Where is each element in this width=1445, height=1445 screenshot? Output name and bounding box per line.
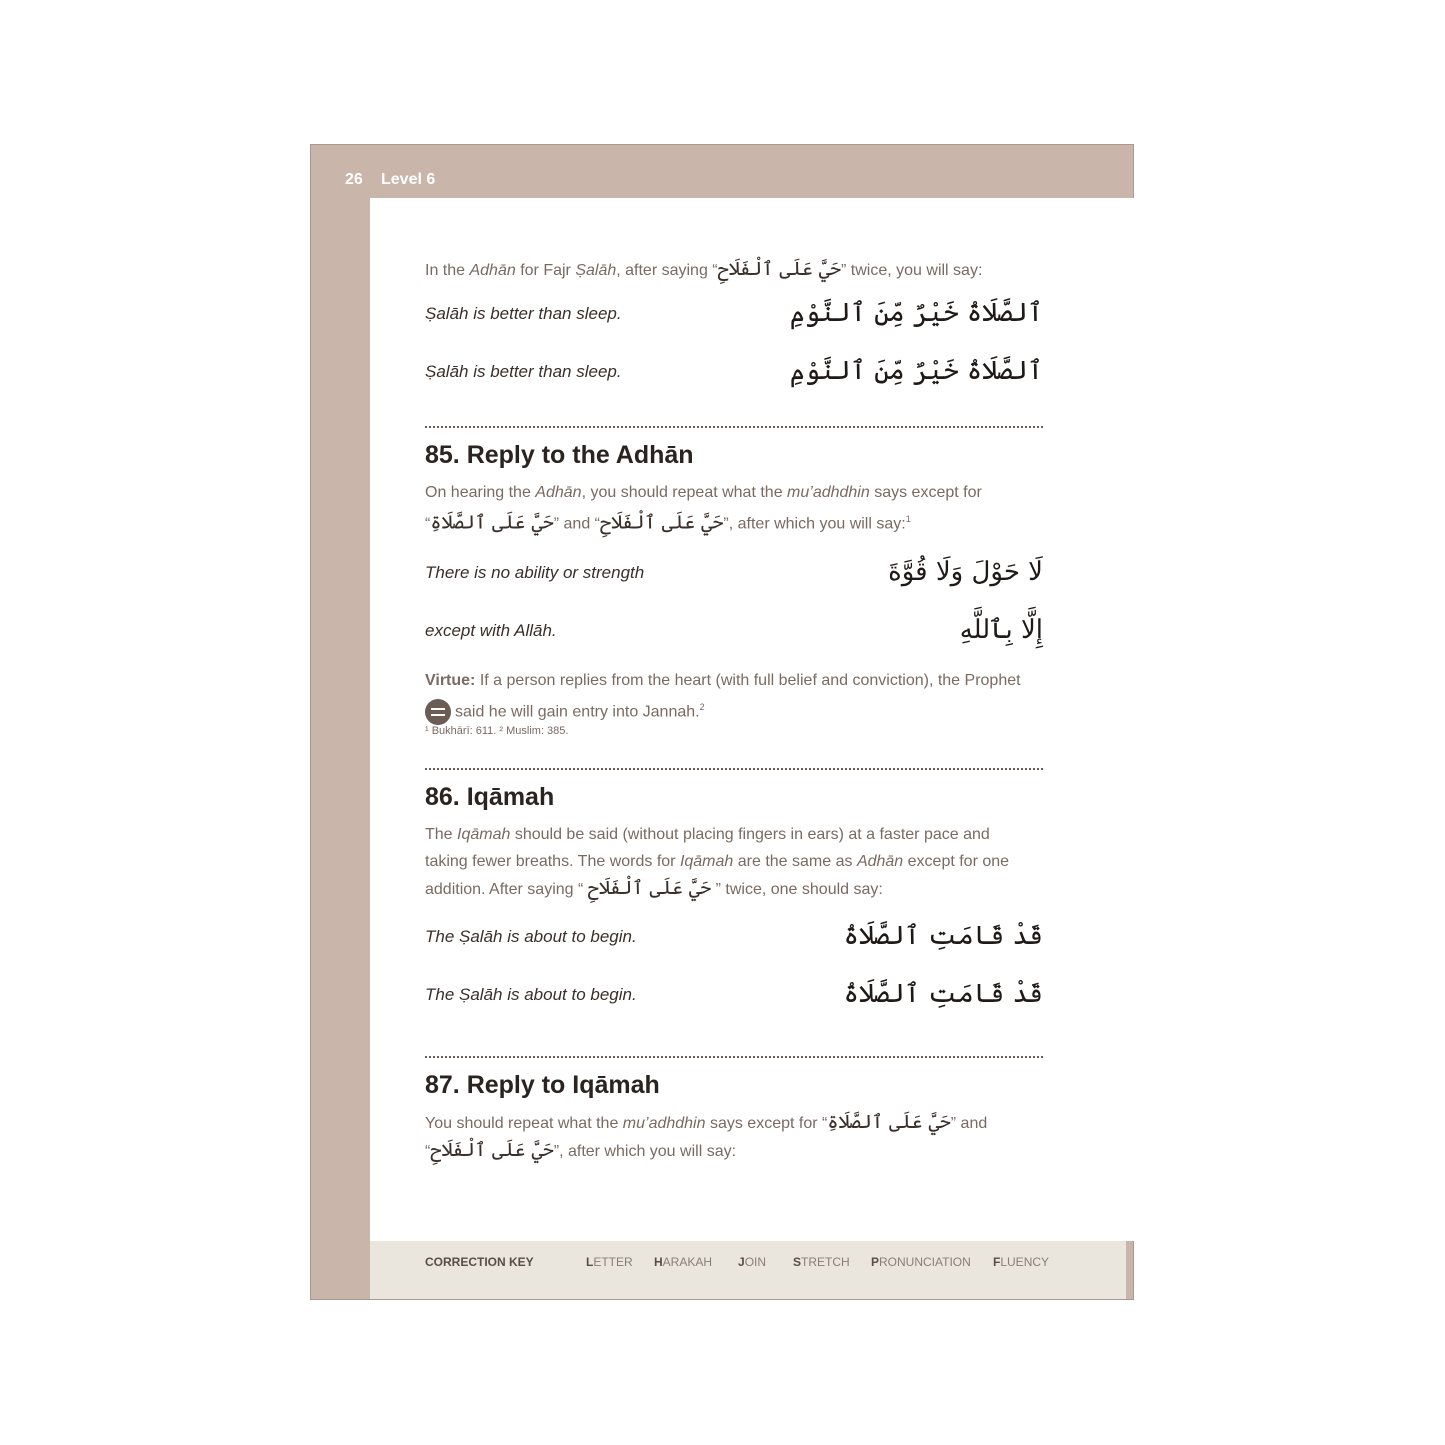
intro-paragraph: In the Adhān for Fajr Ṣalāh, after saying “حَيَّ عَلَى ٱلْفَلَاحِ” twice, you will say: — [425, 258, 983, 280]
arabic-text: قَدْ قَامَتِ ٱلصَّلَاةُ — [843, 921, 1043, 951]
dotted-divider — [425, 426, 1043, 428]
key-harakah: HARAKAH — [654, 1255, 713, 1269]
section-text: On hearing the Adhān, you should repeat what the mu’adhdhin says except for “حَيَّ عَلَى ٱلصَّلَاةِ” and “حَيَّ عَلَى ٱلْفَلَاحِ”, after which you will say:$^1$ — [425, 484, 982, 534]
salawat-icon — [425, 699, 451, 725]
section-title: 87. Reply to Iqāmah — [425, 1071, 660, 1099]
dua-row — [425, 298, 1043, 338]
translation: Ṣalāh is better than sleep. — [425, 362, 622, 381]
page-number: 26 — [345, 171, 363, 188]
book-page — [310, 144, 1134, 1300]
dua-row — [425, 356, 1043, 396]
translation: There is no ability or strength — [425, 563, 645, 582]
dua-row — [425, 921, 1043, 961]
key-stretch: STRETCH — [793, 1255, 850, 1269]
translation: except with Allāh. — [425, 621, 557, 640]
dua-row — [425, 615, 1043, 655]
footnote: ¹ Bukhārī: 611. ² Muslim: 385. — [425, 725, 569, 737]
arabic-text: ٱلصَّلَاةُ خَيْرٌ مِّنَ ٱلنَّوْمِ — [789, 298, 1043, 328]
arabic-text: لَا حَوْلَ وَلَا قُوَّةَ — [888, 557, 1043, 587]
section-text: You should repeat what the mu’adhdhin says except for “حَيَّ عَلَى ٱلصَّلَاةِ” and “حَيَّ عَلَى ٱلْفَلَاحِ”, after which you will say: — [425, 1111, 988, 1161]
virtue-text: Virtue: If a person replies from the heart (with full belief and conviction), the Prophet said he will gain entry into Jannah.$^2$ — [425, 667, 1021, 725]
fajr-rows — [425, 298, 1043, 418]
section-text: The Iqāmah should be said (without placing fingers in ears) at a faster pace and taking fewer breaths. The words for Iqāmah are the same as Adhān except for one addition. After saying “ حَيَّ عَلَى ٱلْفَلَاحِ ” twice, one should say: — [425, 826, 1010, 899]
translation: The Ṣalāh is about to begin. — [425, 985, 637, 1004]
correction-key-title: CORRECTION KEY — [425, 1255, 534, 1269]
correction-key-bar — [370, 1241, 1126, 1299]
dua-row — [425, 557, 1043, 597]
arabic-text: قَدْ قَامَتِ ٱلصَّلَاةُ — [843, 979, 1043, 1009]
dotted-divider — [425, 768, 1043, 770]
key-join: JOIN — [738, 1255, 767, 1269]
dua-row — [425, 979, 1043, 1019]
section-87 — [425, 1071, 1043, 1191]
key-letter: LETTER — [586, 1255, 633, 1269]
level-label: Level 6 — [381, 171, 436, 188]
page-content — [370, 198, 1135, 1241]
translation: The Ṣalāh is about to begin. — [425, 927, 637, 946]
key-pronunciation: PRONUNCIATION — [871, 1255, 971, 1269]
translation: Ṣalāh is better than sleep. — [425, 304, 622, 323]
arabic-phrase: حَيَّ عَلَى ٱلْفَلَاحِ — [717, 258, 842, 280]
section-86 — [425, 783, 1043, 1043]
key-fluency: FLUENCY — [993, 1255, 1050, 1269]
arabic-text: إِلَّا بِٱللَّهِ — [959, 615, 1043, 645]
dotted-divider — [425, 1056, 1043, 1058]
arabic-text: ٱلصَّلَاةُ خَيْرٌ مِّنَ ٱلنَّوْمِ — [789, 356, 1043, 386]
section-title: 86. Iqāmah — [425, 783, 555, 811]
section-85 — [425, 441, 1043, 771]
section-title: 85. Reply to the Adhān — [425, 441, 694, 469]
